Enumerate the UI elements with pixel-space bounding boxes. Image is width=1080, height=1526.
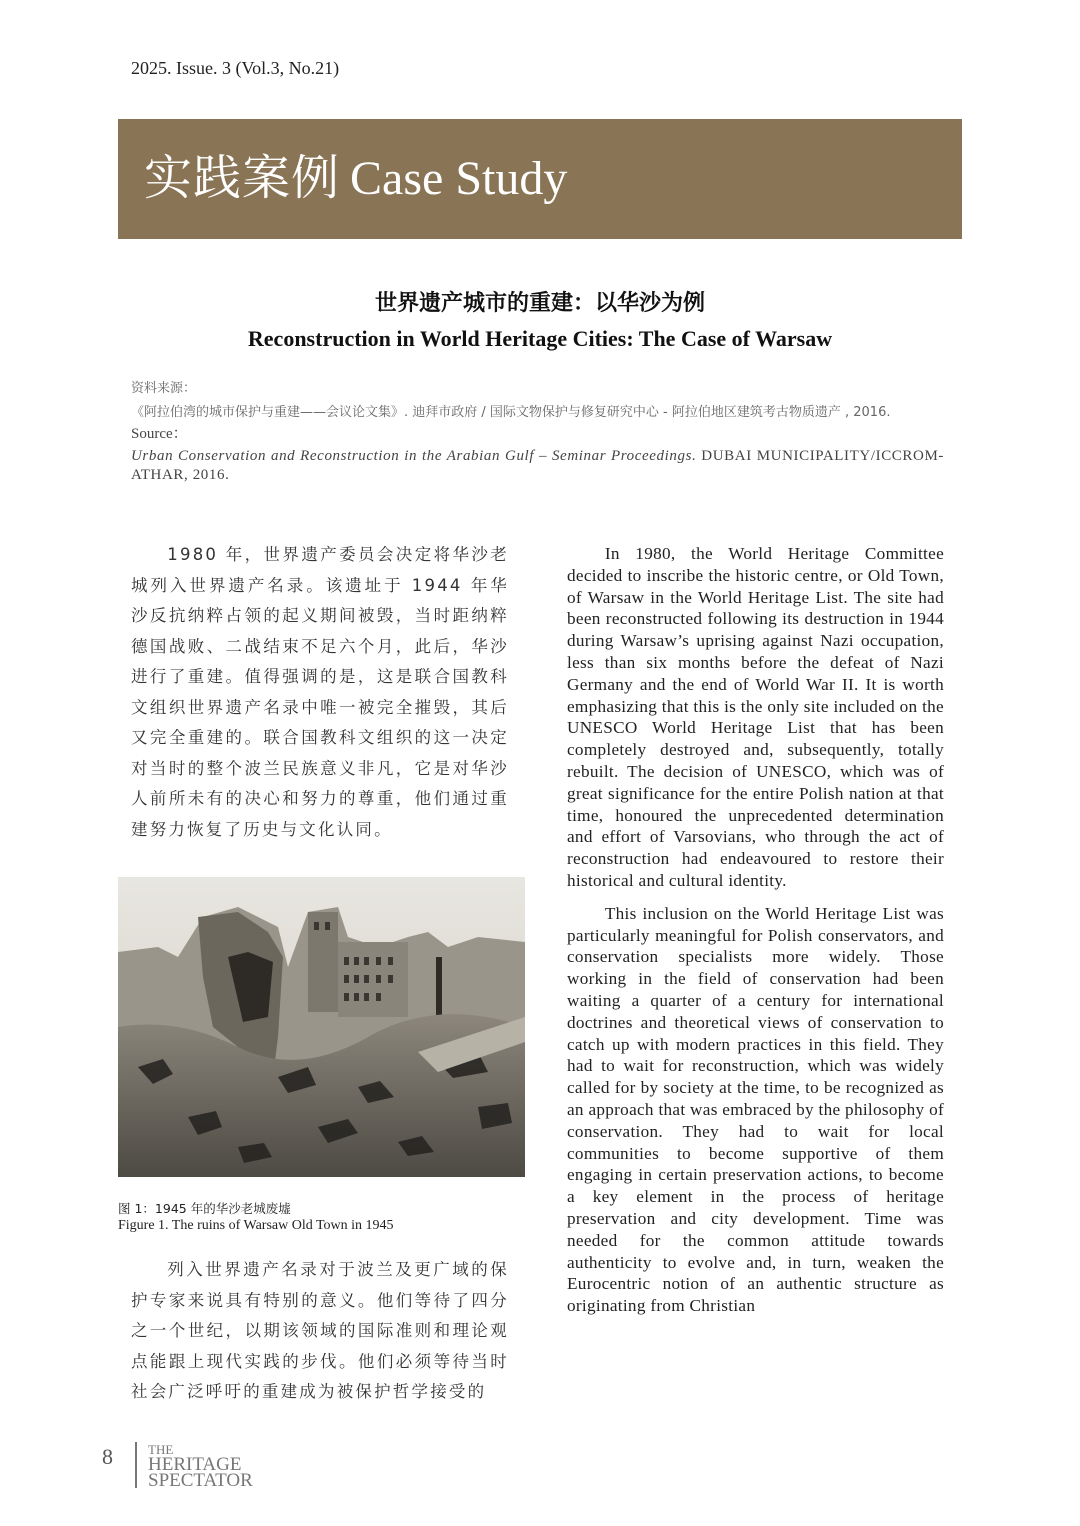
page-number: 8 (102, 1444, 113, 1469)
chinese-column-bottom (131, 1255, 509, 1408)
ruins-photo-image (118, 877, 525, 1177)
figure-warsaw-ruins-photo (118, 877, 525, 1177)
figure-caption-en: Figure 1. The ruins of Warsaw Old Town in 1945 (118, 1218, 394, 1233)
masthead-heritage: HERITAGE (148, 1454, 242, 1475)
figure-caption-cn: 图 1：1945 年的华沙老城废墟 (118, 1201, 291, 1216)
english-column (567, 543, 944, 1317)
source-label-cn: 资料来源： (131, 381, 197, 396)
source-title-italic: Urban Conservation and Reconstruction in the Arabian Gulf – Seminar Proceedings. (131, 448, 697, 464)
masthead-the: THE (148, 1442, 174, 1457)
footer-divider (135, 1442, 137, 1488)
cn-paragraph-2: 列入世界遗产名录对于波兰及更广域的保护专家来说具有特别的意义。他们等待了四分之一个世纪，以期该领域的国际准则和理论观点能跟上现代实践的步伐。他们必须等待当时社会广泛呼吁的重建成为被保护哲学接受的 (131, 1260, 509, 1401)
source-block (131, 380, 944, 485)
publication-masthead (148, 1442, 253, 1489)
section-title (144, 147, 567, 210)
cn-paragraph-1: 1980 年，世界遗产委员会决定将华沙老城列入世界遗产名录。该遗址于 1944 年华沙反抗纳粹占领的起义期间被毁，当时距纳粹德国战败、二战结束不足六个月，此后，华沙进行了重建。值得强调的是，这是联合国教科文组织世界遗产名录中唯一被完全摧毁，其后又完全重建的。联合国教科文组织的这一决定对当时的整个波兰民族意义非凡，它是对华沙人前所未有的决心和努力的尊重，他们通过重建努力恢复了历史与文化认同。 (131, 545, 509, 839)
masthead-spectator: SPECTATOR (148, 1470, 253, 1491)
section-banner (118, 119, 962, 239)
section-title-en: Case Study (350, 152, 568, 205)
figure-caption (118, 1200, 538, 1234)
article-title-en: Reconstruction in World Heritage Cities: The Case of Warsaw (247, 326, 833, 351)
chinese-column-top (131, 540, 509, 845)
source-text-en (131, 447, 944, 485)
source-text-cn: 《阿拉伯湾的城市保护与重建——会议论文集》. 迪拜市政府 / 国际文物保护与修复研究中心 - 阿拉伯地区建筑考古物质遗产 , 2016. (131, 405, 891, 420)
issue-line: 2025. Issue. 3 (Vol.3, No.21) (131, 58, 340, 78)
en-paragraph-1: In 1980, the World Heritage Committee decided to inscribe the historic centre, or Old Town, of Warsaw in the World Heritage List. The site had been reconstructed following its destruction in 1944 during Warsaw’s uprising against Nazi occupation, less than six months before the defeat of Nazi Germany and the end of World War II. It is worth emphasizing that this is the only site included on the UNESCO World Heritage List that has been completely destroyed and, subsequently, totally rebuilt. The decision of UNESCO, which was of great significance for the entire Polish nation at that time, honoured the unprecedented determination and effort of Varsovians, who through the act of reconstruction had endeavoured to restore their historical and cultural identity. (567, 544, 944, 890)
article-title-cn: 世界遗产城市的重建：以华沙为例 (374, 291, 705, 316)
source-label-en: Source： (131, 426, 188, 442)
source-publisher: DUBAI MUNICIPALITY/ICCROM-ATHAR, 2016. (131, 448, 944, 483)
section-title-cn: 实践案例 (144, 150, 341, 206)
en-paragraph-2: This inclusion on the World Heritage List was particularly meaningful for Polish conservators, and conservation specialists more widely. Those working in the field of conservation had been waiting a quarter of a century for international doctrines and theoretical views of conservation to catch up with modern practices in this field. They had to wait for reconstruction, which was widely called for by society at the time, to be recognized as an approach that was embraced by the philosophy of conservation. They had to wait for local communities to become supportive of them engaging in certain preservation actions, to become a key element in the process of heritage preservation and city development. Time was needed for the common attitude towards authenticity to evolve and, in turn, weaken the Eurocentric notion of an authentic structure as originating from Christian (567, 903, 944, 1316)
